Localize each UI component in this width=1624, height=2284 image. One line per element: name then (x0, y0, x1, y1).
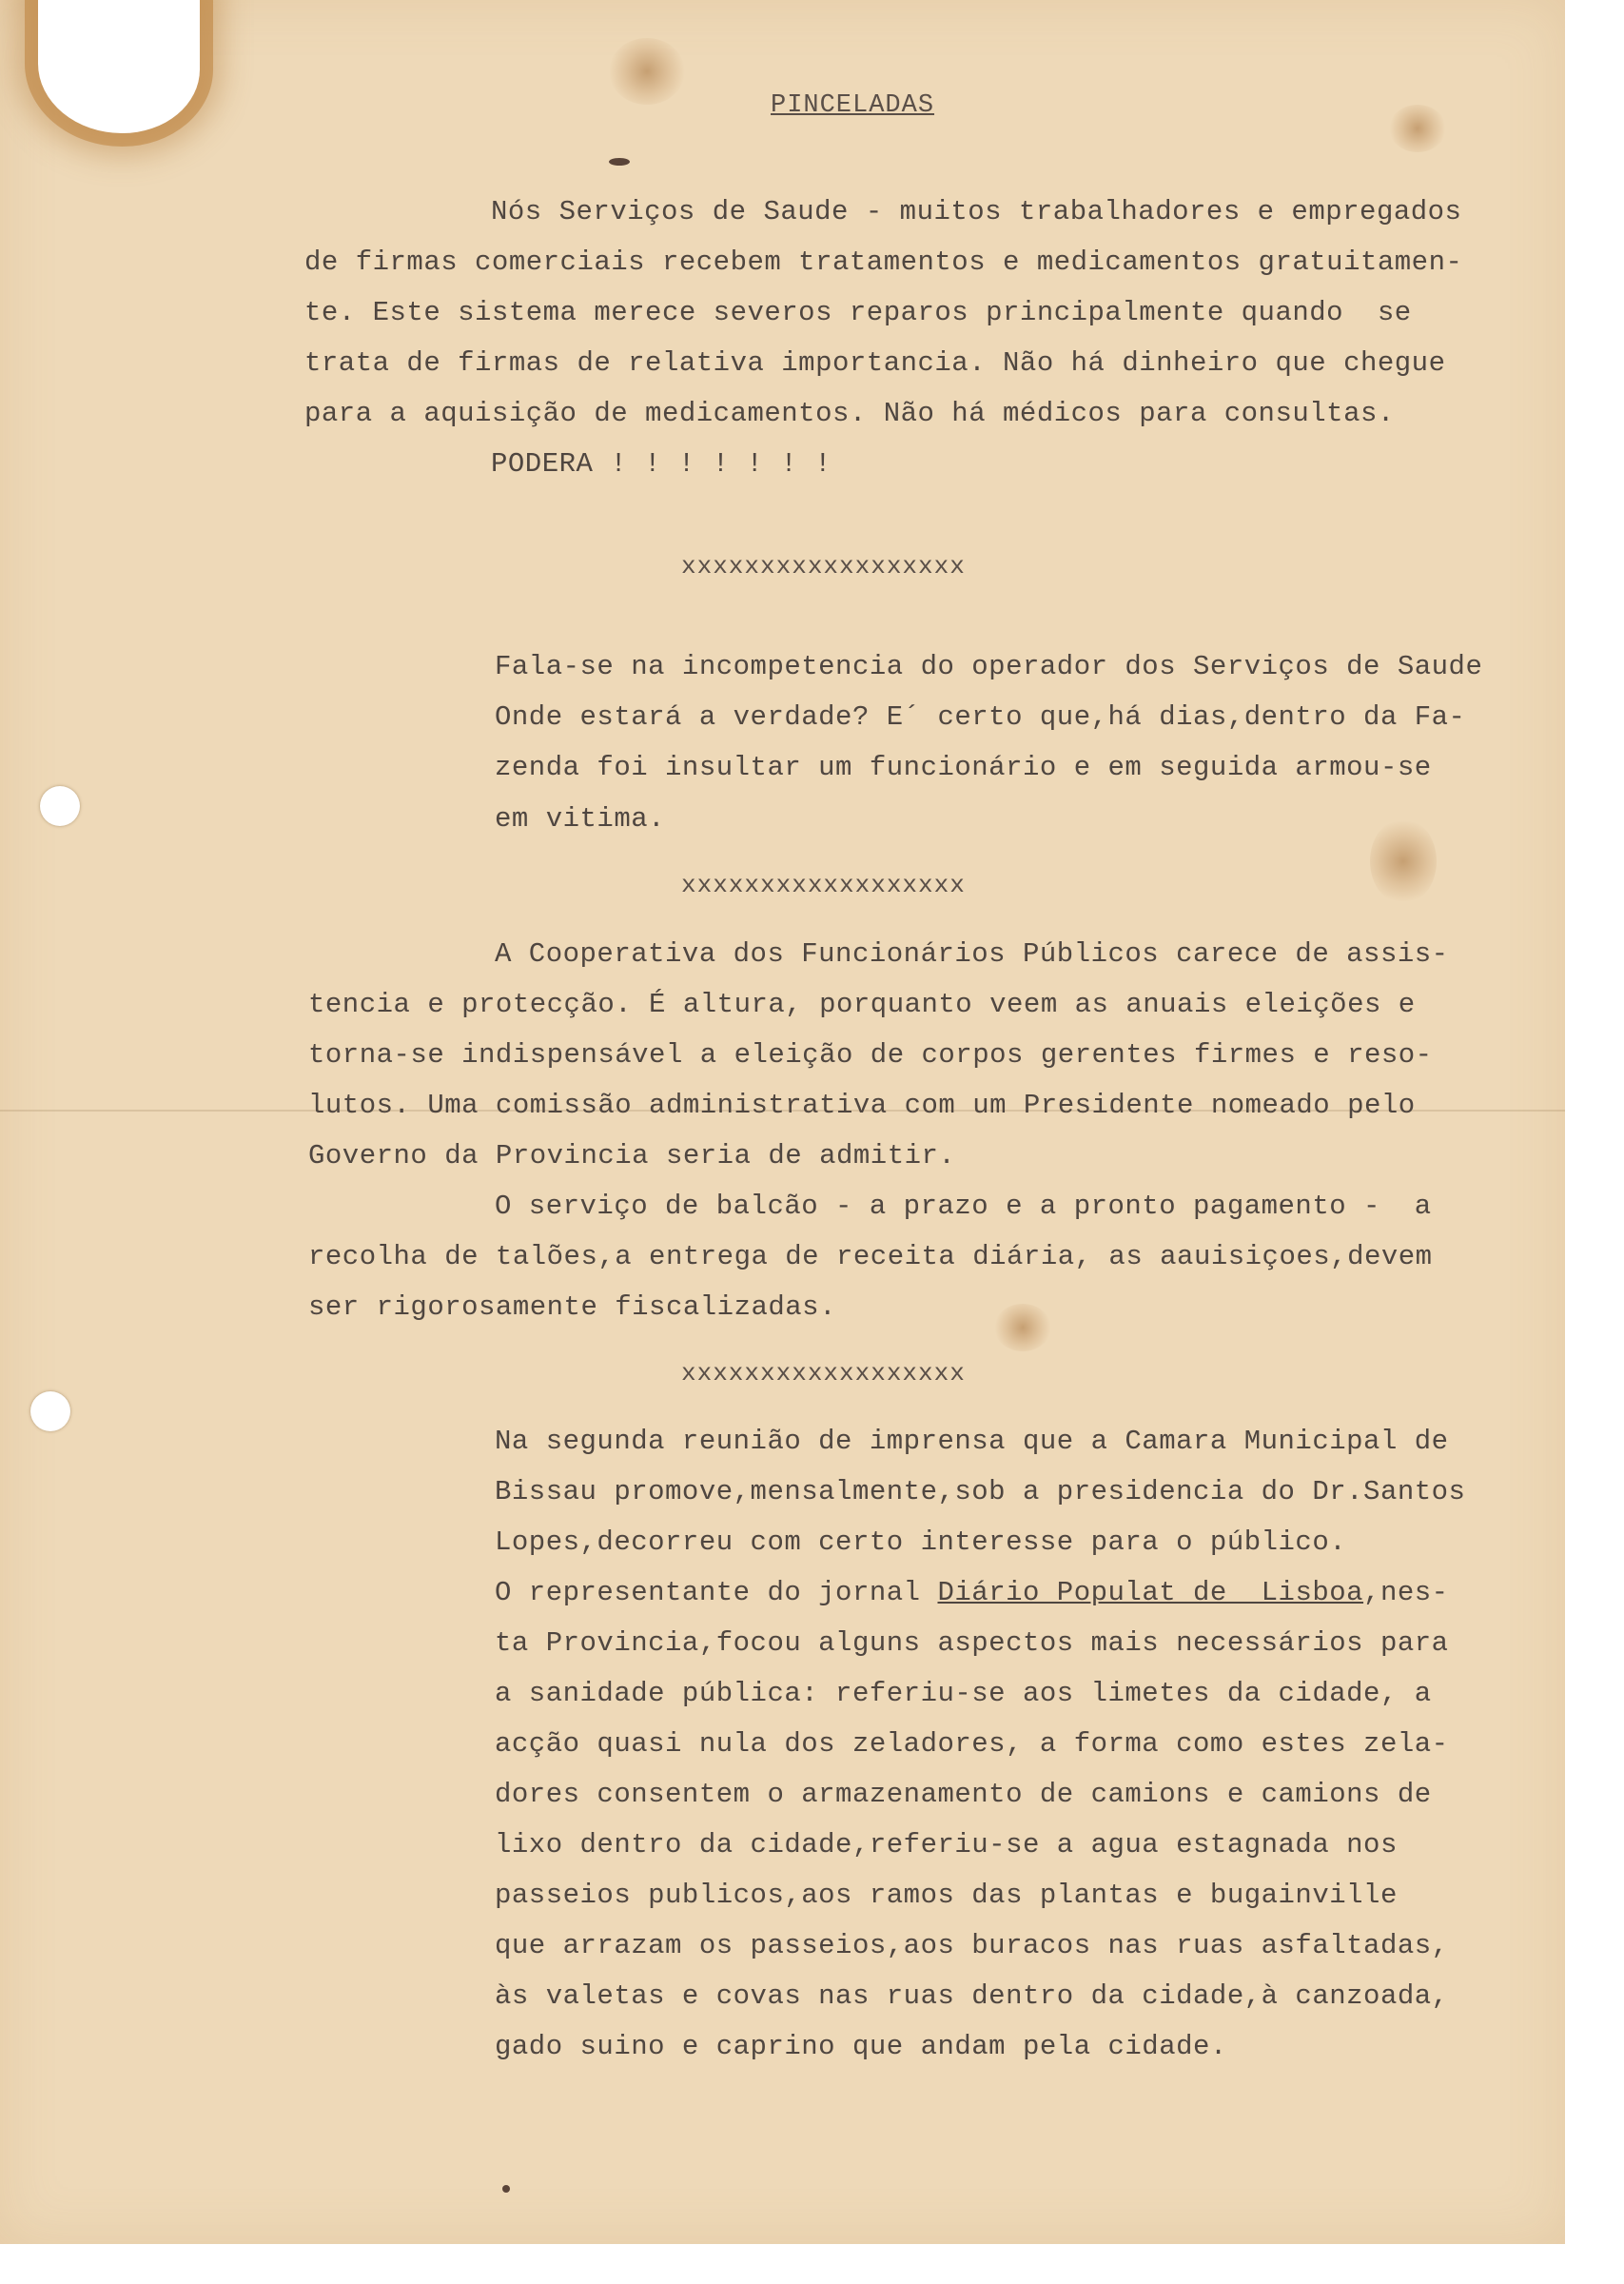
document-title: PINCELADAS (771, 91, 935, 120)
text-line: Na segunda reunião de imprensa que a Camara Municipal de (495, 1426, 1449, 1457)
text-line: Lopes,decorreu com certo interesse para o público. (495, 1526, 1347, 1558)
text-line: Nós Serviços de Saude - muitos trabalhadores e empregados (491, 196, 1462, 227)
punch-hole-bottom (30, 1391, 70, 1431)
section-separator: xxxxxxxxxxxxxxxxxx (681, 552, 966, 581)
text-fragment: O representante do jornal (495, 1577, 938, 1608)
rust-stain (994, 1304, 1051, 1351)
ink-mark (609, 158, 630, 166)
rust-stain (1389, 105, 1446, 152)
text-line: recolha de talões,a entrega de receita diária, as aauisiçoes,devem (308, 1241, 1433, 1272)
text-line: Fala-se na incompetencia do operador dos Serviços de Saude (495, 651, 1483, 682)
burn-hole-stain (38, 0, 200, 133)
section-separator: xxxxxxxxxxxxxxxxxx (681, 1359, 966, 1388)
text-line: O serviço de balcão - a prazo e a pronto pagamento - a (495, 1191, 1432, 1222)
text-line: PODERA ! ! ! ! ! ! ! (491, 448, 832, 480)
text-line: trata de firmas de relativa importancia. Não há dinheiro que chegue (304, 347, 1446, 379)
text-line: acção quasi nula dos zeladores, a forma como estes zela- (495, 1728, 1449, 1760)
section-separator: xxxxxxxxxxxxxxxxxx (681, 871, 966, 899)
rust-stain (1370, 818, 1437, 904)
text-line: para a aquisição de medicamentos. Não há médicos para consultas. (304, 398, 1395, 429)
text-line: a sanidade pública: referiu-se aos limetes da cidade, a (495, 1678, 1432, 1709)
ink-mark (502, 2185, 510, 2193)
text-line: dores consentem o armazenamento de camions e camions de (495, 1779, 1432, 1810)
rust-stain (609, 38, 685, 105)
text-line: A Cooperativa dos Funcionários Públicos carece de assis- (495, 938, 1449, 970)
text-line: lutos. Uma comissão administrativa com um Presidente nomeado pelo (308, 1090, 1416, 1121)
text-line: passeios publicos,aos ramos das plantas e bugainville (495, 1880, 1398, 1911)
text-line (495, 1577, 1449, 1608)
punch-hole-top (40, 786, 80, 826)
text-line: Onde estará a verdade? E´ certo que,há dias,dentro da Fa- (495, 701, 1466, 733)
text-line: ser rigorosamente fiscalizadas. (308, 1291, 836, 1323)
text-line: Governo da Provincia seria de admitir. (308, 1140, 956, 1172)
text-line: em vitima. (495, 803, 666, 835)
newspaper-name: Diário Populat de Lisboa (937, 1577, 1364, 1608)
text-line: de firmas comerciais recebem tratamentos e medicamentos gratuitamen- (304, 246, 1463, 278)
text-line: gado suino e caprino que andam pela cidade. (495, 2031, 1227, 2062)
text-line: te. Este sistema merece severos reparos principalmente quando se (304, 297, 1412, 328)
text-line: tencia e protecção. É altura, porquanto veem as anuais eleições e (308, 989, 1416, 1020)
text-line: ta Provincia,focou alguns aspectos mais necessários para (495, 1627, 1449, 1659)
text-line: às valetas e covas nas ruas dentro da cidade,à canzoada, (495, 1980, 1449, 2012)
text-line: zenda foi insultar um funcionário e em seguida armou-se (495, 752, 1432, 783)
text-line: que arrazam os passeios,aos buracos nas ruas asfaltadas, (495, 1930, 1449, 1961)
text-line: Bissau promove,mensalmente,sob a presidencia do Dr.Santos (495, 1476, 1466, 1507)
text-line: lixo dentro da cidade,referiu-se a agua estagnada nos (495, 1829, 1398, 1861)
text-line: torna-se indispensável a eleição de corpos gerentes firmes e reso- (308, 1039, 1433, 1071)
text-fragment: ,nes- (1363, 1577, 1449, 1608)
